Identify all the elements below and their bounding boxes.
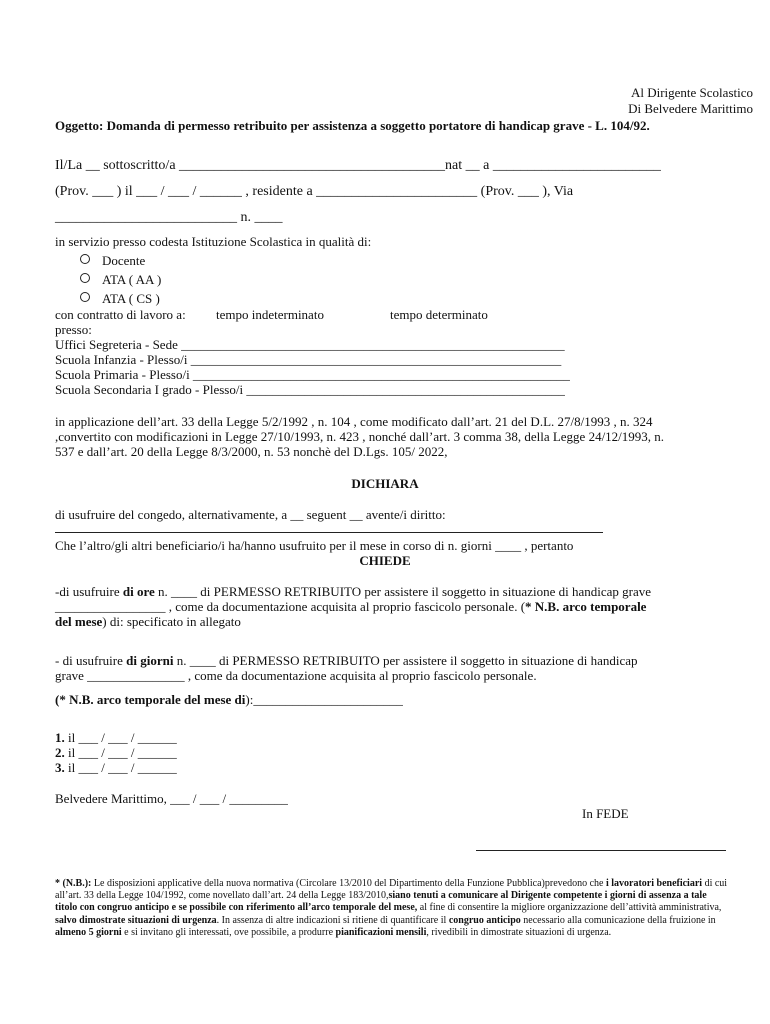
dichiara-rule [55,532,603,533]
text: _________________ , come da documentazione acquisita al proprio fascicolo personale. ( [55,599,526,614]
radio-icon[interactable] [80,292,90,302]
signature-line [476,850,726,851]
place-date: Belvedere Marittimo, ___ / ___ / _________ [55,791,288,806]
contract-indeterminato: tempo indeterminato [216,307,324,322]
role-label: ATA ( CS ) [102,291,160,306]
fn-text: al fine di consentire la migliore organizzazione dell’attività amministrativa, [417,902,722,914]
law-line-2: ,convertito con modificazioni in Legge 27/10/1993, n. 423 , nonché dall’art. 3 comma 38, della Legge 24/12/1993, n. [55,429,665,444]
text: n. ____ di PERMESSO RETRIBUITO per assistere il soggetto in situazione di handicap [173,653,638,668]
fn-bold: * (N.B.): [55,878,92,889]
role-ata-cs[interactable] [80,291,160,307]
dichiara-title: DICHIARA [351,476,419,491]
role-label: ATA ( AA ) [102,272,162,287]
presso-label: presso: [55,322,92,337]
text-bold: del mese [55,614,103,629]
date-text: il ___ / ___ / ______ [64,760,177,775]
radio-icon[interactable] [80,273,90,283]
site-infanzia: Scuola Infanzia - Plesso/i _________________________________________________________ [55,352,562,367]
personal-line-3: __________________________ n. ____ [55,210,283,225]
date-text: il ___ / ___ / ______ [64,745,177,760]
ore-line-3 [55,614,241,630]
service-intro: in servizio presso codesta Istituzione Scolastica in qualità di: [55,234,372,249]
site-primaria: Scuola Primaria - Plesso/i __________________________________________________________ [55,367,570,382]
fn-text: di cui all’art. 33 della Legge 104/1992, come novellato dall’art. 24 della Legge 183/2010, [55,878,728,902]
date-num: 3. [55,760,65,775]
recipient-line-2: Di Belvedere Marittimo [628,101,753,116]
text: -di usufruire [55,584,123,599]
fn-bold: pianificazioni mensili [335,926,427,938]
footnote [55,878,730,939]
date-num: 1. [55,730,65,745]
text: n. ____ di PERMESSO RETRIBUITO per assistere il soggetto in situazione di handicap grave [154,584,652,599]
fn-bold: salvo dimostrate situazioni di urgenza [55,914,217,926]
date-row-1 [55,730,177,746]
ore-line-1 [55,584,651,600]
fn-text: necessario alla comunicazione della fruizione in [520,914,716,926]
fn-text: , rivedibili in dimostrate situazioni di urgenza. [426,926,612,938]
contract-label: con contratto di lavoro a: [55,307,186,322]
contract-determinato: tempo determinato [390,307,488,322]
ore-line-2 [55,599,646,615]
date-row-3 [55,760,177,776]
recipient-line-1: Al Dirigente Scolastico [630,85,753,100]
text: - di usufruire [55,653,127,668]
personal-line-1: Il/La __ sottoscritto/a ______________________________________nat __ a ________________________ [55,158,661,173]
date-num: 2. [55,745,65,760]
giorni-line-2: grave _______________ , come da documentazione acquisita al proprio fascicolo personale. [55,668,537,683]
site-secondaria: Scuola Secondaria I grado - Plesso/i _________________________________________________ [55,382,565,397]
chiede-title: CHIEDE [359,553,411,568]
giorni-line-1 [55,653,638,669]
role-ata-aa[interactable] [80,272,161,288]
fn-text: e si invitano gli interessati, ove possibile, a produrre [121,926,336,938]
role-label: Docente [102,253,146,268]
text-bold: (* N.B. arco temporale del mese di [55,692,246,707]
dichiara-line-2: Che l’altro/gli altri beneficiario/i ha/hanno usufruito per il mese in corso di n. giorni ____ , pertanto [55,538,574,553]
law-line-1: in applicazione dell’art. 33 della Legge 5/2/1992 , n. 104 , come modificato dall’art. 21 del D.L. 27/8/1993 , n. 324 [55,414,653,429]
fn-bold: congruo anticipo [448,914,521,926]
text-bold: di giorni [126,653,174,668]
role-docente[interactable] [80,253,145,269]
fn-text: . In assenza di altre indicazioni si ritiene di quantificare il [216,914,449,926]
in-fede: In FEDE [582,806,629,821]
personal-line-2: (Prov. ___ ) il ___ / ___ / ______ , residente a _______________________ (Prov. ___ ), Via [55,184,574,199]
date-text: il ___ / ___ / ______ [64,730,177,745]
text-bold: * N.B. arco temporale [525,599,647,614]
text-bold: di ore [122,584,155,599]
fn-bold: siano tenuti a comunicare al Dirigente competente i giorni di assenza a tale titolo con congruo anticipo e se possibile con riferimento all’arco temporale del mese, [55,890,707,914]
fn-bold: i lavoratori beneficiari [605,878,703,889]
nb-line [55,692,403,708]
fn-bold: almeno 5 giorni [55,926,122,938]
text: ):_______________________ [245,692,403,707]
law-line-3: 537 e dall’art. 20 della Legge 8/3/2000, n. 53 nonchè del D.Lgs. 105/ 2022, [55,444,448,459]
text: ) di: specificato in allegato [102,614,241,629]
dichiara-line-1: di usufruire del congedo, alternativamente, a __ seguent __ avente/i diritto: [55,507,446,522]
site-segreteria: Uffici Segreteria - Sede ___________________________________________________________ [55,337,565,352]
date-row-2 [55,745,177,761]
subject-line: Oggetto: Domanda di permesso retribuito per assistenza a soggetto portatore di handicap grave - L. 104/92. [55,118,650,133]
radio-icon[interactable] [80,254,90,264]
fn-text: Le disposizioni applicative della nuova normativa (Circolare 13/2010 del Dipartimento della Funzione Pubblica)prevedono che [91,878,606,889]
